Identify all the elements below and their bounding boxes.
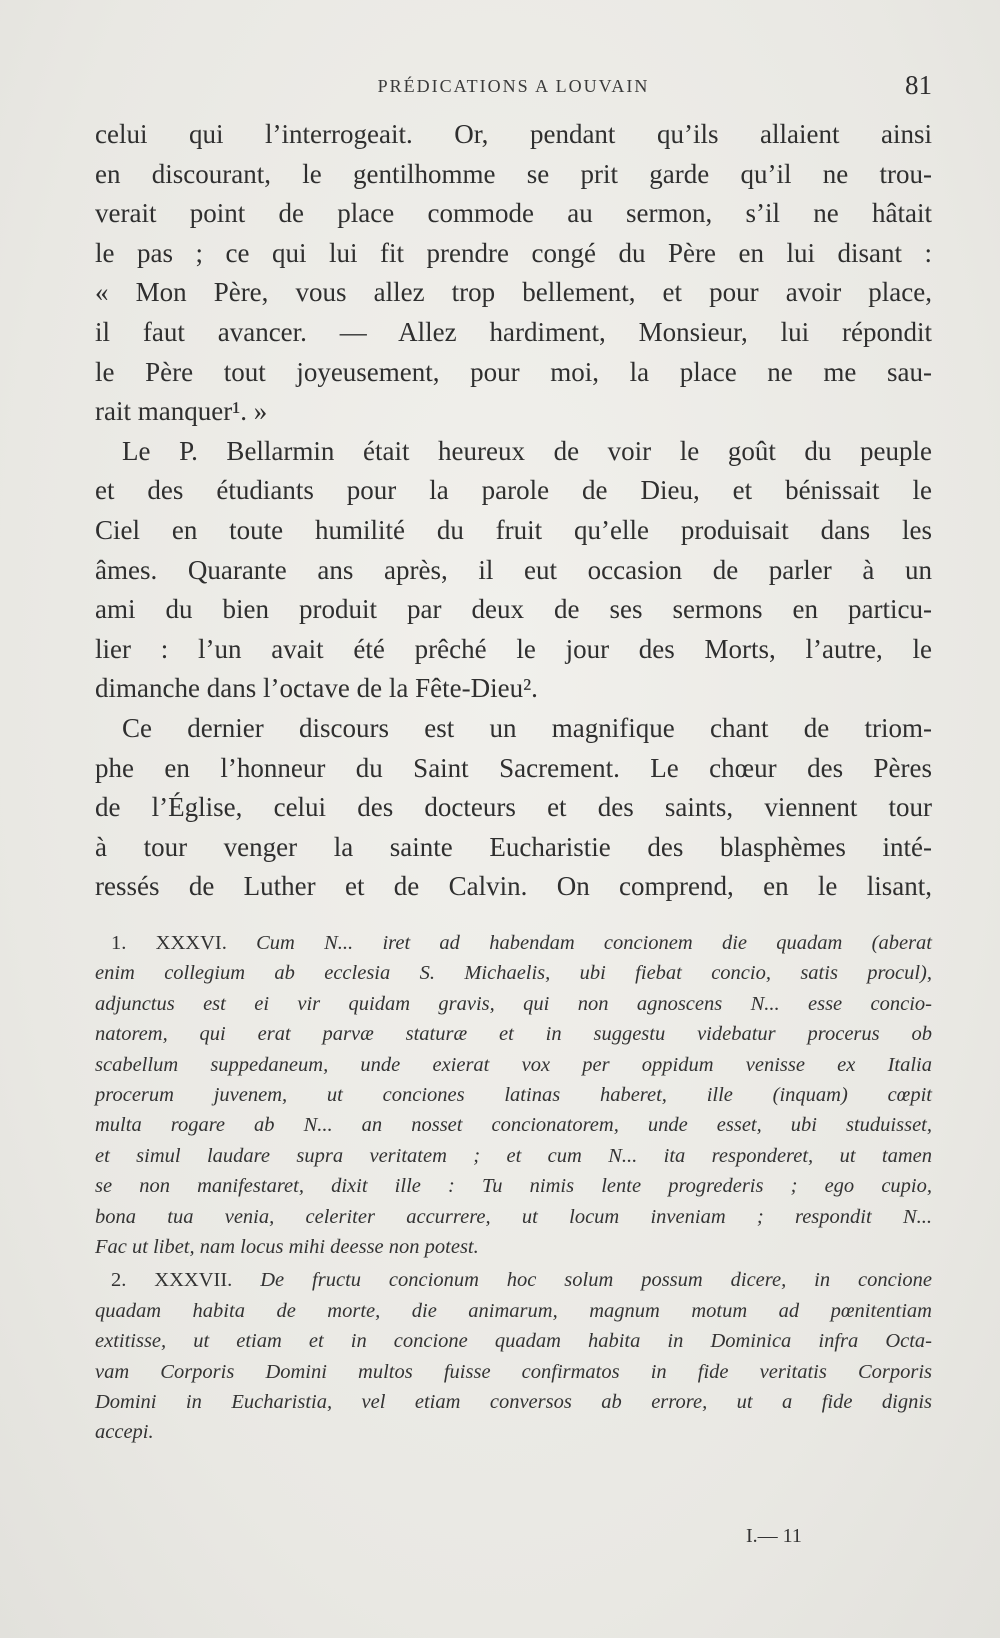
body-line: de l’Église, celui des docteurs et des saints, viennent tour — [95, 792, 932, 823]
footnote-reference: XXXVII. — [154, 1269, 233, 1292]
body-line: le pas ; ce qui lui fit prendre congé du Père en lui disant : — [95, 237, 932, 268]
footnote-text: De fructu concionum hoc solum possum dicere, in concione — [260, 1269, 932, 1292]
body-line: et des étudiants pour la parole de Dieu, et bénissait le — [95, 475, 932, 506]
body-line: le Père tout joyeusement, pour moi, la place ne me sau- — [95, 356, 932, 387]
footnote-1-line: adjunctus est ei vir quidam gravis, qui non agnoscens N... esse concio- — [95, 992, 932, 1015]
body-line: ressés de Luther et de Calvin. On comprend, en le lisant, — [95, 871, 932, 902]
footnote-1-line: se non manifestaret, dixit ille : Tu nimis lente progrederis ; ego cupio, — [95, 1175, 932, 1198]
footnote-2-line — [95, 1265, 932, 1295]
page-number: 81 — [905, 70, 932, 100]
running-head — [95, 70, 932, 110]
body-line: Ce dernier discours est un magnifique chant de triom- — [122, 712, 932, 743]
footnote-1-line: natorem, qui erat parvæ staturæ et in suggestu videbatur procerus ob — [95, 1023, 932, 1046]
footnote-reference: XXXVI. — [155, 931, 227, 954]
signature-mark: I.— 11 — [746, 1525, 802, 1547]
footnote-text: Cum N... iret ad habendam concionem die quadam (aberat — [256, 931, 932, 954]
body-line: verait point de place commode au sermon, s’il ne hâtait — [95, 198, 932, 229]
body-line: lier : l’un avait été prêché le jour des Morts, l’autre, le — [95, 633, 932, 664]
footnote-1-line: bona tua venia, celeriter accurrere, ut locum inveniam ; respondit N... — [95, 1205, 932, 1228]
body-line: rait manquer¹. » — [95, 396, 268, 427]
footnote-number: 2. — [111, 1269, 127, 1292]
body-line: à tour venger la sainte Eucharistie des blasphèmes inté- — [95, 831, 932, 862]
body-line: ami du bien produit par deux de ses sermons en particu- — [95, 594, 932, 625]
footnote-1-line: et simul laudare supra veritatem ; et cum N... ita responderet, ut tamen — [95, 1144, 932, 1167]
footnote-1-line: procerum juvenem, ut conciones latinas haberet, ille (inquam) cœpit — [95, 1083, 932, 1106]
footnote-2-line: quadam habita de morte, die animarum, magnum motum ad pœnitentiam — [95, 1299, 932, 1322]
footnote-1-line: scabellum suppedaneum, unde exierat vox per oppidum venisse ex Italia — [95, 1053, 932, 1076]
footnotes — [95, 928, 932, 1448]
body-line: « Mon Père, vous allez trop bellement, et pour avoir place, — [95, 277, 932, 308]
footnote-number: 1. — [111, 931, 127, 954]
body-line: Ciel en toute humilité du fruit qu’elle produisait dans les — [95, 514, 932, 545]
footnote-1-line — [95, 928, 932, 958]
footnote-1-line: enim collegium ab ecclesia S. Michaelis, ubi fiebat concio, satis procul), — [95, 962, 932, 985]
body-line: dimanche dans l’octave de la Fête-Dieu². — [95, 673, 538, 704]
body-line: en discourant, le gentilhomme se prit garde qu’il ne trou- — [95, 158, 932, 189]
body-line: il faut avancer. — Allez hardiment, Monsieur, lui répondit — [95, 316, 932, 347]
body-line: Le P. Bellarmin était heureux de voir le goût du peuple — [122, 435, 932, 466]
body-line: phe en l’honneur du Saint Sacrement. Le chœur des Pères — [95, 752, 932, 783]
footnote-1-line: Fac ut libet, nam locus mihi deesse non potest. — [95, 1235, 479, 1258]
footnote-2-line: extitisse, ut etiam et in concione quadam habita in Dominica infra Octa- — [95, 1330, 932, 1353]
body-text — [95, 115, 932, 907]
body-line: celui qui l’interrogeait. Or, pendant qu’ils allaient ainsi — [95, 119, 932, 149]
running-title: PRÉDICATIONS A LOUVAIN — [377, 76, 650, 96]
footnote-1-line: multa rogare ab N... an nosset concionatorem, unde esset, ubi studuisset, — [95, 1114, 932, 1137]
body-line: âmes. Quarante ans après, il eut occasion de parler à un — [95, 554, 932, 585]
footnote-2-line: vam Corporis Domini multos fuisse confirmatos in fide veritatis Corporis — [95, 1360, 932, 1383]
footnote-2-line: accepi. — [95, 1421, 154, 1444]
footnote-2-line: Domini in Eucharistia, vel etiam conversos ab errore, ut a fide dignis — [95, 1390, 932, 1413]
